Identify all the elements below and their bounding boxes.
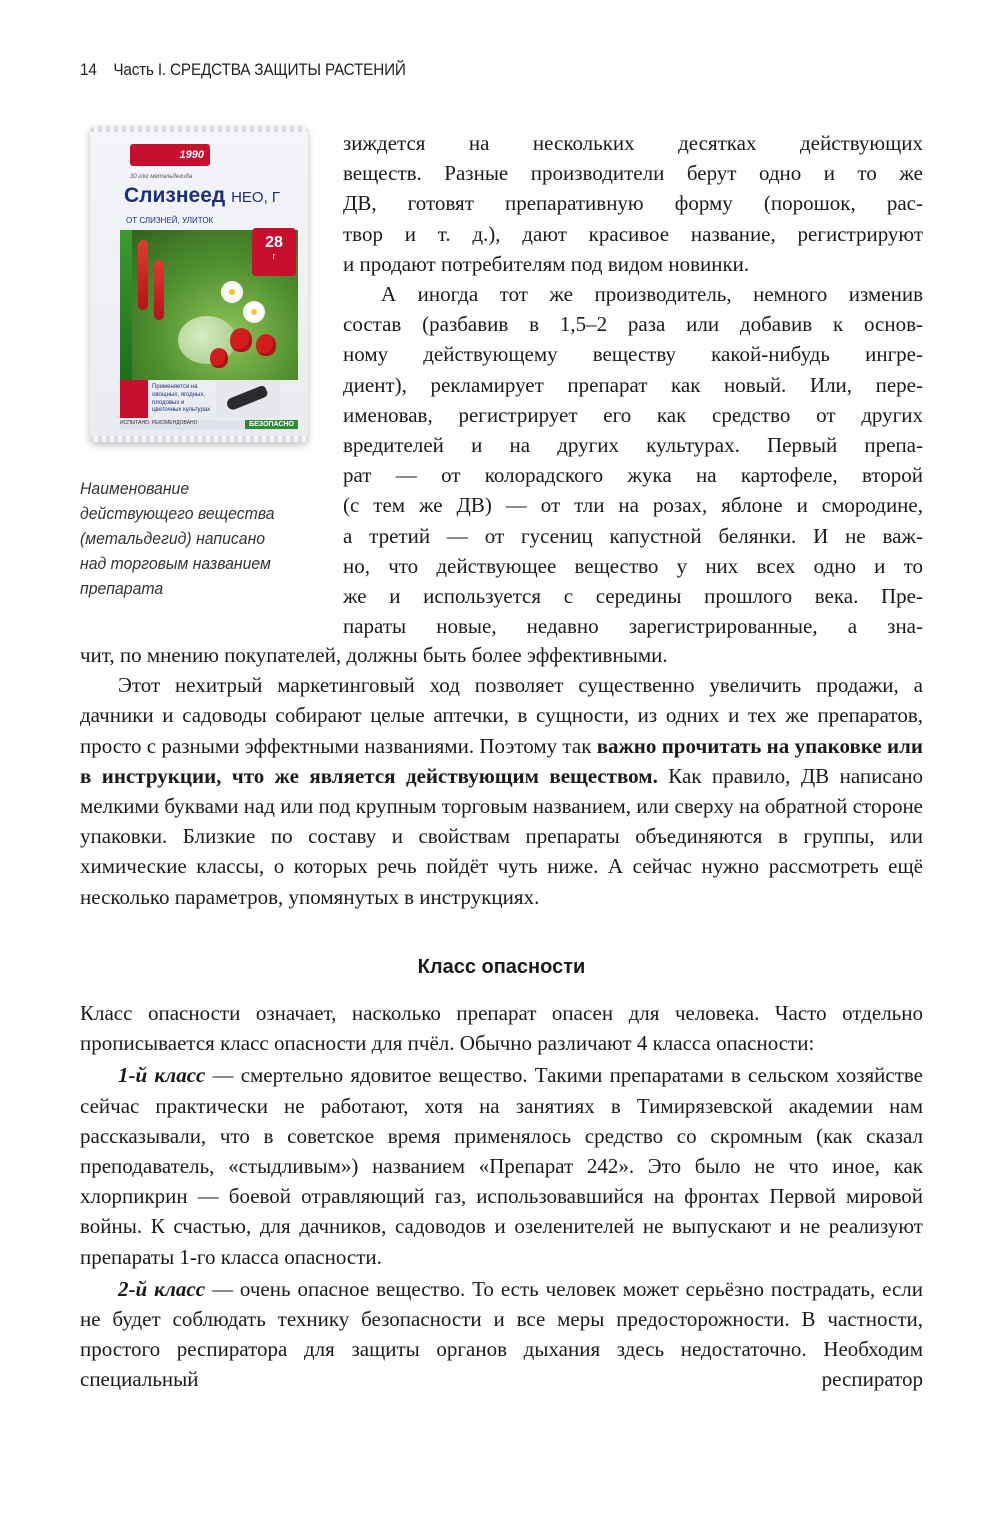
text-line: рат — от колорадского жука на картофеле, второй (343, 463, 923, 488)
package-edge-top (90, 126, 308, 132)
paragraph-text: — очень опасное вещество. То есть человек может серьёзно пострадать, если не будет соблюдать технику безопасности и все меры предосторожности. В частности, простого респиратора для защиты органов дыхания здесь недостаточно. Необходим специальный респиратор (80, 1276, 924, 1392)
text-line: диент), рекламирует препарат как новый. Или, пере- (343, 372, 923, 397)
paragraph-text: — смертельно ядовитое вещество. Такими препаратами в сельском хозяйстве сейчас практически не работают, хотя на занятиях в Тимирязевской академии нам рассказывали, что в советское время применялось средство со скромным (как сказал преподаватель, «стыдливым») названием «Препарат 242». Это было не что иное, как хлорпикрин — боевой отравляющий газ, использовавшийся на фронтах Первой мировой войны. К счастью, для дачников, садоводов и озеленителей не выпускают и не реализуют препараты 1-го класса опасности. (80, 1063, 924, 1269)
class-label: 2-й класс (118, 1276, 206, 1301)
running-header (80, 60, 406, 80)
paragraph-class-1 (80, 1060, 923, 1271)
product-package-image (90, 126, 308, 442)
strawberry-shape (256, 334, 276, 356)
text-line: ному действующему веществу какой-нибудь ингре- (343, 342, 923, 367)
caption-line: препарата (80, 579, 164, 598)
package-brand-suffix: НЕО, Г (231, 189, 281, 206)
page-number: 14 (80, 60, 97, 79)
slug-icon (225, 385, 268, 412)
package-brand-name: Слизнеед (124, 184, 226, 207)
package-usage-text: Применяется на овощных, ягодных, плодовых и цветочных культурах (152, 384, 211, 414)
package-weight-badge (252, 228, 296, 276)
text-line: (с тем же ДВ) — от тли на розах, яблоне и смородине, (343, 493, 923, 518)
package-target: ОТ СЛИЗНЕЙ, УЛИТОК (126, 216, 214, 225)
package-weight-value: 28 (265, 234, 283, 251)
text-line: именовав, регистрирует его как средство от других (343, 402, 923, 427)
text-line: но, что действующее вещество у них всех одно и то (343, 553, 923, 578)
package-safe-badge: БЕЗОПАСНО (245, 420, 298, 429)
text-line: зиждется на нескольких десятках действующих (343, 131, 923, 155)
running-title: Часть I. СРЕДСТВА ЗАЩИТЫ РАСТЕНИЙ (113, 60, 406, 79)
package-bottom-strip: ИСПЫТАНО. РЕКОМЕНДОВАНО (120, 420, 298, 430)
paragraph-tail: чит, по мнению покупателей, должны быть более эффективными. (80, 643, 668, 667)
caption-line: Наименование (80, 479, 190, 498)
text-column-beside-figure (343, 128, 923, 641)
package-weight-unit: г (272, 250, 276, 261)
package-green-strip (120, 230, 132, 380)
package-year-badge: 1990 (130, 144, 210, 166)
gladiolus-shape (154, 260, 164, 320)
class-label: 1-й класс (118, 1063, 206, 1088)
text-line: параты новые, недавно зарегистрированные, а зна- (343, 614, 923, 639)
strawberry-shape (230, 328, 252, 352)
emphasis-text: важно прочитать на упаковке или в инструкции, что же является действующим веществом. (80, 733, 924, 788)
strawberry-shape (210, 348, 228, 368)
strawberry-flower-shape (246, 304, 262, 320)
text-line: а третий — от гусениц капустной белянки. И не важ- (343, 523, 923, 548)
gladiolus-shape (138, 240, 148, 310)
text-block-upper (80, 640, 923, 912)
text-line: вредителей и на других культурах. Первый препа- (343, 433, 923, 458)
caption-line: над торговым названием (80, 554, 271, 573)
package-red-panel (120, 380, 148, 418)
paragraph-text: Этот нехитрый маркетинговый ход позволяет существенно увеличить продажи, а дачники и садоводы собирают целые аптечки, в сущности, из одних и тех же препаратов, просто с разными эффектными названиями. Поэтому так (80, 673, 923, 758)
paragraph: Класс опасности означает, насколько препарат опасен для человека. Часто отдельно прописывается класс опасности для пчёл. Обычно различают 4 класса опасности: (80, 1001, 923, 1056)
text-line: и продают потребителям под видом новинки. (343, 251, 750, 276)
text-line: веществ. Разные производители берут одно и то же (343, 161, 923, 186)
text-line: твор и т. д.), дают красивое название, регистрируют (343, 221, 923, 246)
package-brand (124, 184, 280, 208)
figure-caption (80, 476, 294, 601)
section-heading: Класс опасности (417, 956, 586, 978)
paragraph-text: Как правило, ДВ написано мелкими буквами над или под крупным торговым названием, или сверху на обратной стороне упаковки. Близкие по составу и свойствам препараты объединяются в группы, или химические классы, о которых речь пойдёт чуть ниже. А сейчас нужно рассмотреть ещё несколько параметров, упомянутых в инструкциях. (80, 763, 923, 909)
text-line: состав (разбавив в 1,5–2 раза или добавив к основ- (343, 312, 923, 337)
text-block-lower (80, 998, 923, 1395)
paragraph-class-2 (80, 1274, 923, 1395)
caption-line: действующего вещества (80, 504, 275, 523)
text-line: А иногда тот же производитель, немного изменив (381, 282, 923, 307)
package-slug-panel (216, 380, 280, 418)
paragraph (80, 670, 923, 912)
caption-line: (метальдегид) написано (80, 529, 266, 548)
package-edge-bottom (90, 436, 308, 442)
strawberry-flower-shape (224, 284, 240, 300)
text-line: же и используется с середины прошлого века. Пре- (343, 584, 923, 609)
text-line: ДВ, готовят препаративную форму (порошок, рас- (343, 191, 923, 216)
figure (80, 126, 320, 601)
package-active-ingredient: 30 г/кг метальдегида (130, 174, 193, 180)
